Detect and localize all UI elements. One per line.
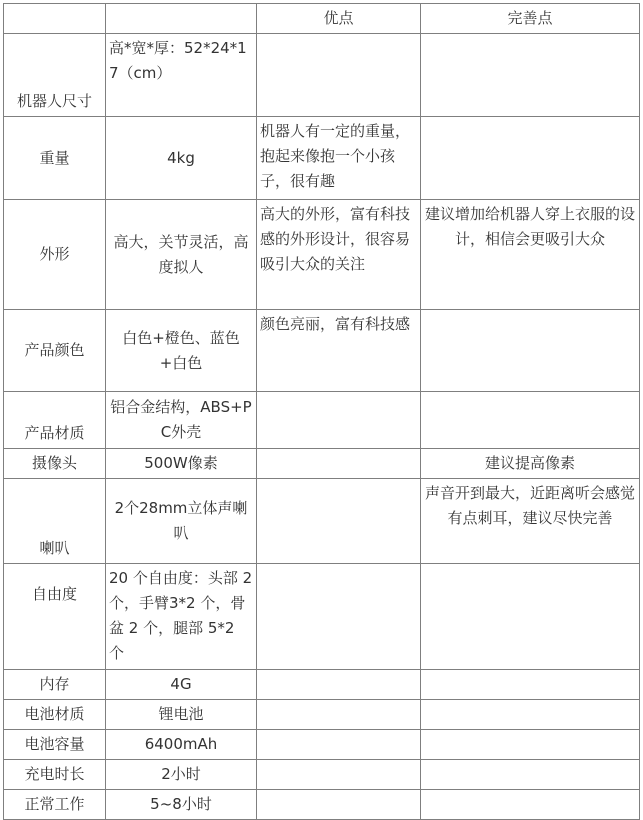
row-pro [257,700,421,730]
table-row [4,117,640,200]
header-row [4,4,640,34]
row-improve [421,34,640,117]
row-label: 喇叭 [4,479,106,564]
row-pro [257,670,421,700]
row-label: 摄像头 [4,449,106,479]
row-improve [421,564,640,670]
table-row [4,310,640,392]
row-label: 机器人尺寸 [4,34,106,117]
row-improve: 声音开到最大，近距离听会感觉有点刺耳，建议尽快完善 [421,479,640,564]
row-pro [257,730,421,760]
row-pro [257,760,421,790]
row-value: 锂电池 [106,700,257,730]
table-row [4,200,640,310]
header-improvements: 完善点 [421,4,640,34]
row-label: 产品颜色 [4,310,106,392]
row-pro [257,564,421,670]
row-value: 高大，关节灵活，高度拟人 [106,200,257,310]
row-label: 充电时长 [4,760,106,790]
row-improve [421,760,640,790]
row-improve: 建议提高像素 [421,449,640,479]
row-value: 500W像素 [106,449,257,479]
row-value: 白色+橙色、蓝色+白色 [106,310,257,392]
row-improve [421,730,640,760]
table-row [4,34,640,117]
row-value: 5~8小时 [106,790,257,820]
row-pro: 高大的外形，富有科技感的外形设计，很容易吸引大众的关注 [257,200,421,310]
table-row [4,479,640,564]
row-label: 内存 [4,670,106,700]
row-value: 20 个自由度：头部 2 个，手臂3*2 个，骨盆 2 个，腿部 5*2 个 [106,564,257,670]
row-improve: 建议增加给机器人穿上衣服的设计，相信会更吸引大众 [421,200,640,310]
header-cell-2 [106,4,257,34]
row-label: 自由度 [4,564,106,670]
row-value: 2个28mm立体声喇叭 [106,479,257,564]
row-value: 铝合金结构，ABS+PC外壳 [106,392,257,449]
row-value: 2小时 [106,760,257,790]
row-improve [421,700,640,730]
row-improve [421,670,640,700]
header-pros: 优点 [257,4,421,34]
row-value: 高*宽*厚：52*24*17（cm） [106,34,257,117]
row-pro [257,34,421,117]
row-pro [257,479,421,564]
table-row [4,760,640,790]
row-pro: 机器人有一定的重量，抱起来像抱一个小孩子，很有趣 [257,117,421,200]
header-cell-1 [4,4,106,34]
table-row [4,564,640,670]
row-label: 电池容量 [4,730,106,760]
row-label: 外形 [4,200,106,310]
row-pro: 颜色亮丽，富有科技感 [257,310,421,392]
table-row [4,730,640,760]
row-improve [421,117,640,200]
spec-table [3,3,640,820]
row-label: 产品材质 [4,392,106,449]
row-improve [421,310,640,392]
row-improve [421,392,640,449]
row-label: 正常工作 [4,790,106,820]
table-row [4,392,640,449]
row-label: 重量 [4,117,106,200]
row-value: 6400mAh [106,730,257,760]
row-value: 4kg [106,117,257,200]
row-value: 4G [106,670,257,700]
table-row [4,670,640,700]
row-pro [257,392,421,449]
table-row [4,449,640,479]
table-row [4,700,640,730]
row-label: 电池材质 [4,700,106,730]
row-pro [257,449,421,479]
